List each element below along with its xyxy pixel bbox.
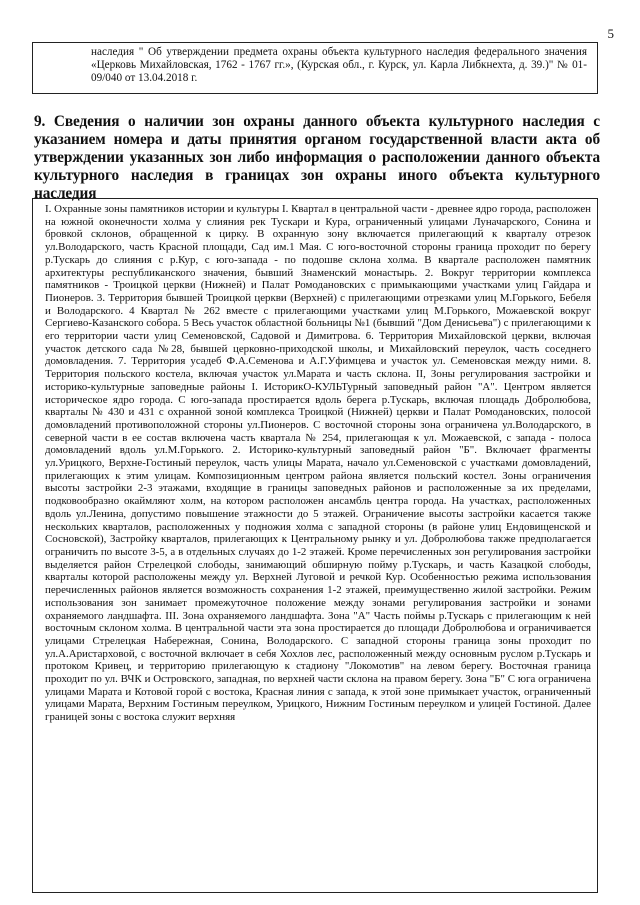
protection-zones-box — [32, 198, 598, 893]
protection-zones-text: I. Охранные зоны памятников истории и культуры I. Квартал в центральной части - древнее ядро города, расположен на южной оконечности холма у слияния рек Тускари и Кура, ограниченный улицами Луначарского, Сонина и бровкой склонов, обращенной к цирку. В охранную зону включается прилегающий к кварталу отрезок ул.Володарского, часть Красной площади, Сад им.1 Мая. С юго-восточной стороны граница проходит по берегу р.Тускарь до слияния с р.Кур, с юго-запада - по подошве склона холма. В квартале расположен памятник архитектуры республиканского значения, бывший Знаменский монастырь. 2. Вокруг территории комплекса памятников - Троицкой церкви (Нижней) и Палат Ромодановских с примыкающими участками улиц Гайдара и Пионеров. 3. Территория бывшей Троицкой церкви (Верхней) с прилегающими отрезками улиц М.Горького, Бебеля и Володарского. 4 Квартал № 262 вместе с прилегающими участками улиц М.Горького, Можаевской вокруг Сергиево-Казанского собора. 5 Весь участок областной больницы №1 (бывший "Дом Денисьева") с прилегающими к его территории части улиц Семеновской, Садовой и Димитрова. 6. Территория Михайловской церкви, включая участок детского сада №28, бывшей церковно-приходской школы, и Михайловский переулок, часть соседнего домовладения. 7. Территория усадеб Ф.А.Семенова и А.Г.Уфимцева и участок ул. Семеновская между ними. 8. Территория польского костела, включая участок ул.Марата и часть склона. II, Зоны регулирования застройки и историко-культурные заповедные районы I. ИсторикО-КУЛЬТурный заповедный район "А". Центром является историческое ядро города. С юго-запада простирается вдоль берега р.Тускарь, включая площадь Добролюбова, кварталы № 430 и 431 с охранной зоной комплекса Троицкой (Нижней) церкви и Палат Ромодановских, полосой домовладений противоположной стороны ул.Пионеров. С восточной стороны зона ограничена ул.Володарского, в северной части в ее состав включена часть квартала № 254, прилегающая к ул. Можаевской, с запада - полоса домовладений вдоль ул.М.Горького. 2. Историко-культурный заповедный район "Б". Включает фрагменты ул.Урицкого, Верхне-Гостиный переулок, часть улицы Марата, начало ул.Семеновской с участками домовладений, прилегающих к этим улицам. Композиционным центром района является польский костел. Зоны ограничения высоты застройки 2-3 этажами, входящие в границы заповедных районов и расположенные за их пределами, подковообразно окаймляют холм, на котором расположен ансамбль центра города. На участках, расположенных вдоль ул.Ленина, допустимо повышение этажности до 5 этажей. Ограничение высоты застройки касается также нескольких кварталов, расположенных у подножия холма с западной стороны (в районе улиц Ендовищенской и Сосновской), Застройку кварталов, прилегающих к Центральному рынку и ул. Добролюбова также предполагается ограничить по высоте 3-5, а в отдельных случаях до 1-2 этажей. Кроме перечисленных зон регулирования застройки выделяется район Стрелецкой слободы, занимающий обширную пойму р.Тускарь, и часть Казацкой слободы, кварталы которой расположены между ул. Верхней Луговой и речкой Кур. Особенностью режима использования перечисленных районов является возможность сохранения 1-2 этажей, преимущественно жилой застройки. Режим использования зон занимает промежуточное положение между зонами регулирования застройки и зонами охраняемого ландшафта. III. Зона охраняемого ландшафта. Зона "А" Часть поймы р.Тускарь с прилегающим к ней восточным склоном холма. В центральной части эта зона простирается до площади Добролюбова и ограничивается улицами Стрелецкая Набережная, Сонина, Володарского. С западной стороны граница зоны проходит по ул.А.Аристарховой, с восточной включает в себя Хохлов лес, расположенный между основным руслом р.Тускарь и протоком Кривец, и территорию прилегающую к стадиону "Локомотив" на левом берегу. Восточная граница проходит по ул. ВЧК и Островского, западная, по верхней части склона на правом берегу. Зона "Б" С юга ограничена улицами Марата и Котовой горой с востока, Красная линия с запада, к этой зоне примыкает участок, ограниченный улицами Марата, Верхним Гостиным переулком, Урицкого, Нижним Гостиным переулком и улицей Гостиной. Далее границей зоны с востока служит верхняя — [45, 203, 591, 724]
legal-act-reference-box — [32, 42, 598, 94]
legal-act-reference-text: наследия " Об утверждении предмета охраны объекта культурного наследия федерального значения «Церковь Михайловская, 1762 - 1767 гг.», (Курская обл., г. Курск, ул. Карла Либкнехта, д. 39.)" № 01-09/040 от 13.04.2018 г. — [91, 46, 587, 85]
section-heading: 9. Сведения о наличии зон охраны данного объекта культурного наследия с указанием номера и даты принятия органом государственной власти акта об утверждении указанных зон либо информация о расположении данного объекта культурного наследия в границах зон охраны иного объекта культурного наследия — [34, 113, 600, 202]
page-number: 5 — [607, 26, 614, 41]
